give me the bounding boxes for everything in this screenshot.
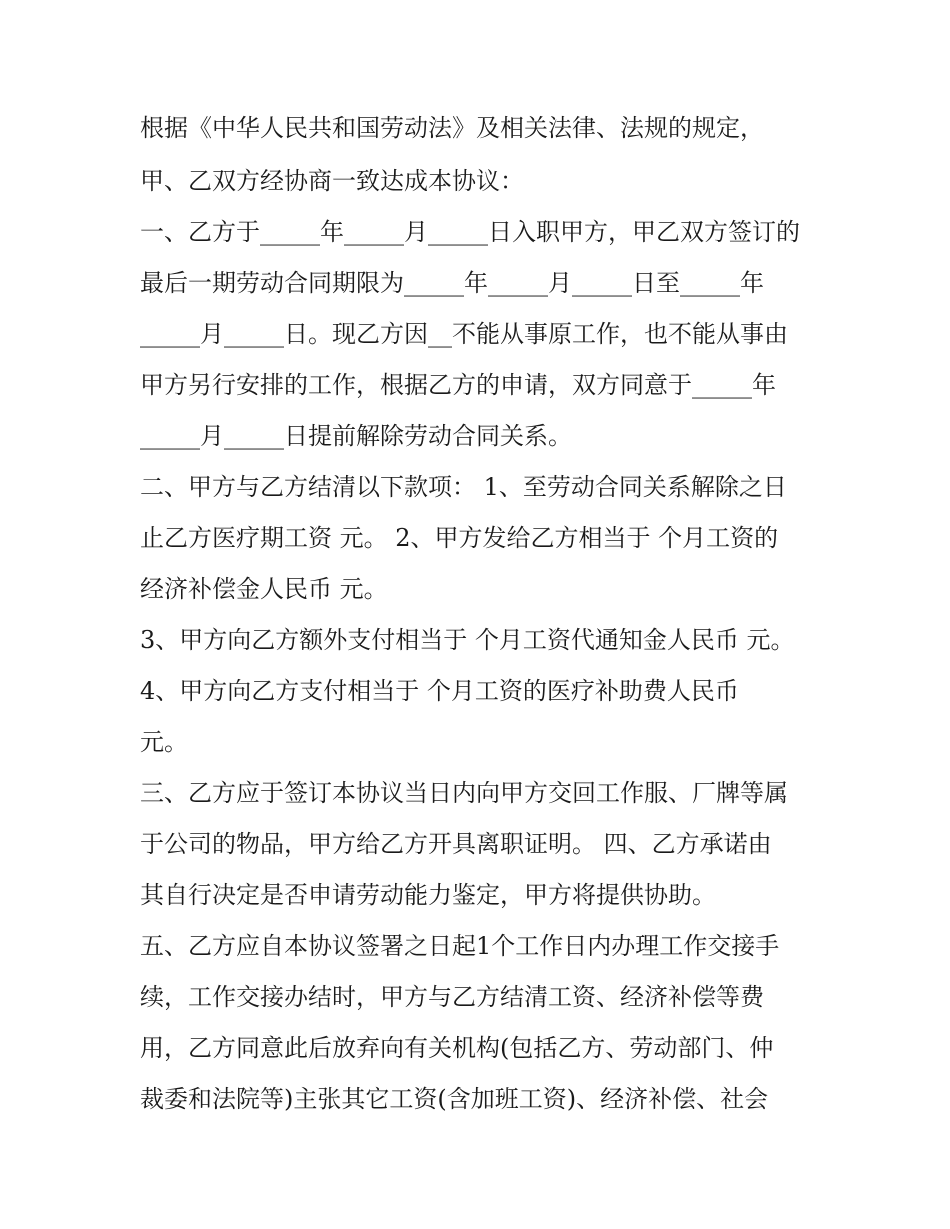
text-line: 甲方另行安排的工作，根据乙方的申请，双方同意于_____年 xyxy=(140,371,776,399)
text-line: 五、乙方应自本协议签署之日起1个工作日内办理工作交接手 xyxy=(140,932,780,960)
text-line: 二、甲方与乙方结清以下款项： 1、至劳动合同关系解除之日 xyxy=(140,473,787,501)
text-line: 止乙方医疗期工资 元。 2、甲方发给乙方相当于 个月工资的 xyxy=(140,524,779,552)
text-line: 根据《中华人民共和国劳动法》及相关法律、法规的规定， xyxy=(140,114,764,142)
text-line: 最后一期劳动合同期限为_____年_____月_____日至_____年 xyxy=(140,269,764,297)
text-line: 用，乙方同意此后放弃向有关机构(包括乙方、劳动部门、仲 xyxy=(140,1034,774,1062)
text-line: 续，工作交接办结时，甲方与乙方结清工资、经济补偿等费 xyxy=(140,983,764,1011)
text-line: 裁委和法院等)主张其它工资(含加班工资)、经济补偿、社会 xyxy=(140,1085,769,1113)
text-line: 元。 xyxy=(140,728,188,756)
text-line: _____月_____日。现乙方因__不能从事原工作，也不能从事由 xyxy=(140,320,788,348)
text-line: 三、乙方应于签订本协议当日内向甲方交回工作服、厂牌等属 xyxy=(140,779,788,807)
text-line: 一、乙方于_____年_____月_____日入职甲方，甲乙双方签订的 xyxy=(140,218,800,246)
text-line: 经济补偿金人民币 元。 xyxy=(140,575,388,603)
text-line: 于公司的物品，甲方给乙方开具离职证明。 四、乙方承诺由 xyxy=(140,830,772,858)
text-line: 4、甲方向乙方支付相当于 个月工资的医疗补助费人民币 xyxy=(140,677,739,705)
text-line: 其自行决定是否申请劳动能力鉴定，甲方将提供协助。 xyxy=(140,881,716,909)
text-line: 3、甲方向乙方额外支付相当于 个月工资代通知金人民币 元。 xyxy=(140,626,795,654)
text-line: 甲、乙双方经协商一致达成本协议： xyxy=(140,167,524,195)
text-line: _____月_____日提前解除劳动合同关系。 xyxy=(140,422,572,450)
